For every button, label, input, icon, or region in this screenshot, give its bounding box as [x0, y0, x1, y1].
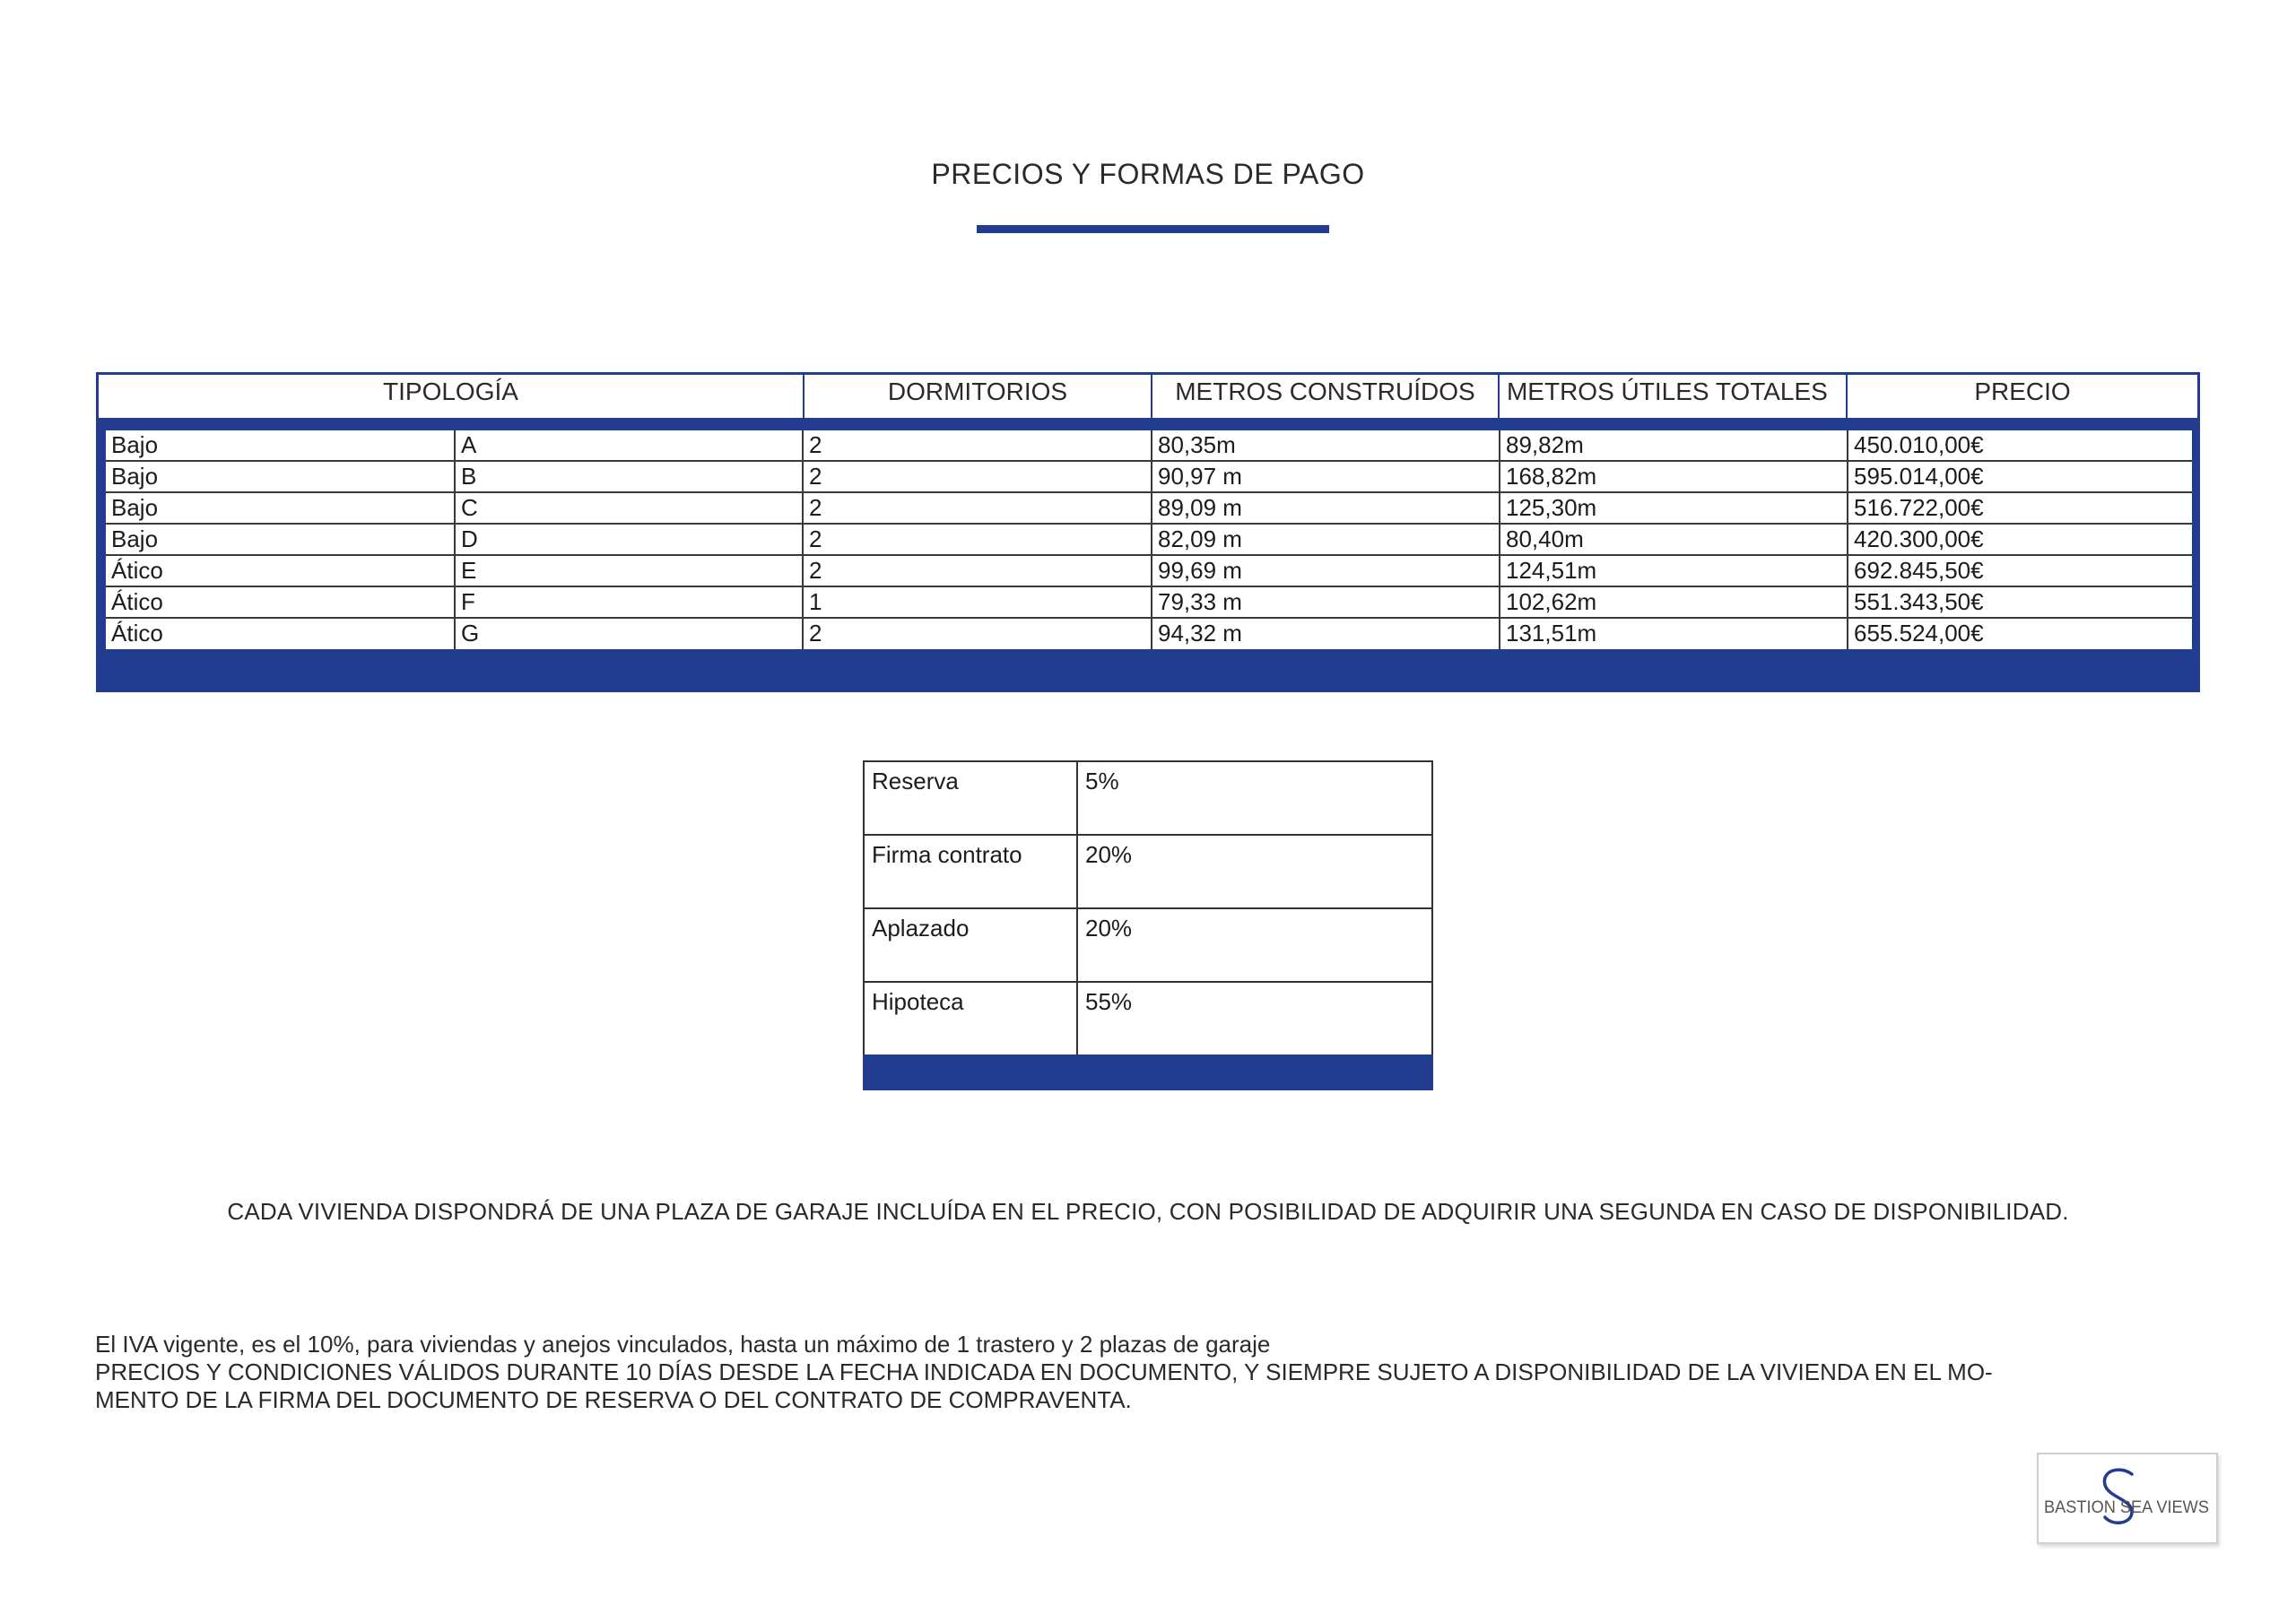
cell-construidos: 89,09 m [1152, 493, 1500, 523]
page-title: PRECIOS Y FORMAS DE PAGO [931, 158, 1365, 190]
cell-utiles: 102,62m [1500, 587, 1848, 617]
logo-mark-icon [2039, 1454, 2216, 1542]
title-underline [977, 225, 1329, 233]
cell-tipo: C [456, 493, 804, 523]
payment-label: Reserva [865, 762, 1078, 834]
iva-note: El IVA vigente, es el 10%, para viviendas y anejos vinculados, hasta un máximo de 1 trastero y 2 plazas de garaje [95, 1331, 1271, 1358]
payment-row [865, 762, 1431, 836]
payment-label: Firma contrato [865, 836, 1078, 907]
cell-dormitorios: 2 [804, 525, 1152, 554]
price-table-body [106, 430, 2192, 649]
payment-value: 5% [1085, 768, 1119, 794]
cell-precio: 450.010,00€ [1854, 431, 1984, 458]
cell-dormitorios: 2 [804, 556, 1152, 586]
cell-utiles: 125,30m [1500, 493, 1848, 523]
cell-planta: Ático [106, 556, 456, 586]
cell-planta: Ático [106, 587, 456, 617]
cell-utiles: 124,51m [1500, 556, 1848, 586]
payment-row [865, 836, 1431, 909]
table-row [106, 462, 2192, 493]
cell-construidos: 99,69 m [1152, 556, 1500, 586]
header-metros-construidos: METROS CONSTRUÍDOS [1152, 375, 1500, 418]
cell-dormitorios: 2 [804, 493, 1152, 523]
footnote [95, 1331, 2212, 1414]
cell-planta: Bajo [106, 493, 456, 523]
cell-planta: Bajo [106, 430, 456, 460]
payment-value: 20% [1085, 915, 1133, 942]
payment-label: Hipoteca [865, 983, 1078, 1056]
header-precio: PRECIO [1974, 378, 2071, 405]
cell-precio: 420.300,00€ [1854, 525, 1984, 552]
price-table-header [96, 372, 2200, 421]
cell-dormitorios: 2 [804, 462, 1152, 491]
cell-construidos: 79,33 m [1152, 587, 1500, 617]
cell-precio: 516.722,00€ [1854, 494, 1984, 521]
payment-row [865, 909, 1431, 983]
table-row [106, 619, 2192, 649]
header-tipologia: TIPOLOGÍA [99, 375, 804, 418]
payment-table-footer-bar [863, 1055, 1433, 1090]
cell-tipo: A [456, 430, 804, 460]
cell-dormitorios: 1 [804, 587, 1152, 617]
cell-dormitorios: 2 [804, 430, 1152, 460]
table-row [106, 525, 2192, 556]
cell-tipo: D [456, 525, 804, 554]
payment-label: Aplazado [865, 909, 1078, 981]
table-row [106, 556, 2192, 587]
cell-utiles: 168,82m [1500, 462, 1848, 491]
cell-tipo: F [456, 587, 804, 617]
cell-planta: Bajo [106, 525, 456, 554]
price-table-frame [96, 421, 2200, 692]
cell-precio: 551.343,50€ [1854, 588, 1984, 615]
cell-utiles: 131,51m [1500, 619, 1848, 649]
cell-precio: 595.014,00€ [1854, 463, 1984, 490]
payment-value: 55% [1085, 988, 1133, 1015]
cell-precio: 655.524,00€ [1854, 620, 1984, 647]
cell-construidos: 94,32 m [1152, 619, 1500, 649]
cell-dormitorios: 2 [804, 619, 1152, 649]
cell-tipo: B [456, 462, 804, 491]
header-dormitorios: DORMITORIOS [804, 375, 1152, 418]
payment-table [863, 760, 1433, 1058]
cell-utiles: 89,82m [1500, 430, 1848, 460]
header-metros-utiles: METROS ÚTILES TOTALES [1500, 375, 1848, 418]
cell-precio: 692.845,50€ [1854, 557, 1984, 584]
cell-construidos: 82,09 m [1152, 525, 1500, 554]
cell-construidos: 80,35m [1152, 430, 1500, 460]
logo-text: BASTION SEA VIEWS [2044, 1498, 2209, 1517]
cell-construidos: 90,97 m [1152, 462, 1500, 491]
table-row [106, 587, 2192, 619]
cell-planta: Ático [106, 619, 456, 649]
cell-tipo: E [456, 556, 804, 586]
validity-note-line-2: MENTO DE LA FIRMA DEL DOCUMENTO DE RESERVA O DEL CONTRATO DE COMPRAVENTA. [95, 1386, 1132, 1413]
garage-note: CADA VIVIENDA DISPONDRÁ DE UNA PLAZA DE GARAJE INCLUÍDA EN EL PRECIO, CON POSIBILIDAD DE ADQUIRIR UNA SEGUNDA EN CASO DE DISPONIBILIDAD. [227, 1198, 2069, 1225]
payment-value: 20% [1085, 841, 1133, 868]
cell-utiles: 80,40m [1500, 525, 1848, 554]
payment-row [865, 983, 1431, 1056]
cell-tipo: G [456, 619, 804, 649]
cell-planta: Bajo [106, 462, 456, 491]
brand-logo [2037, 1453, 2218, 1544]
table-row [106, 493, 2192, 525]
table-row [106, 430, 2192, 462]
validity-note-line-1: PRECIOS Y CONDICIONES VÁLIDOS DURANTE 10 DÍAS DESDE LA FECHA INDICADA EN DOCUMENTO, Y SIEMPRE SUJETO A DISPONIBILIDAD DE LA VIVIENDA EN EL MO- [95, 1358, 1993, 1385]
